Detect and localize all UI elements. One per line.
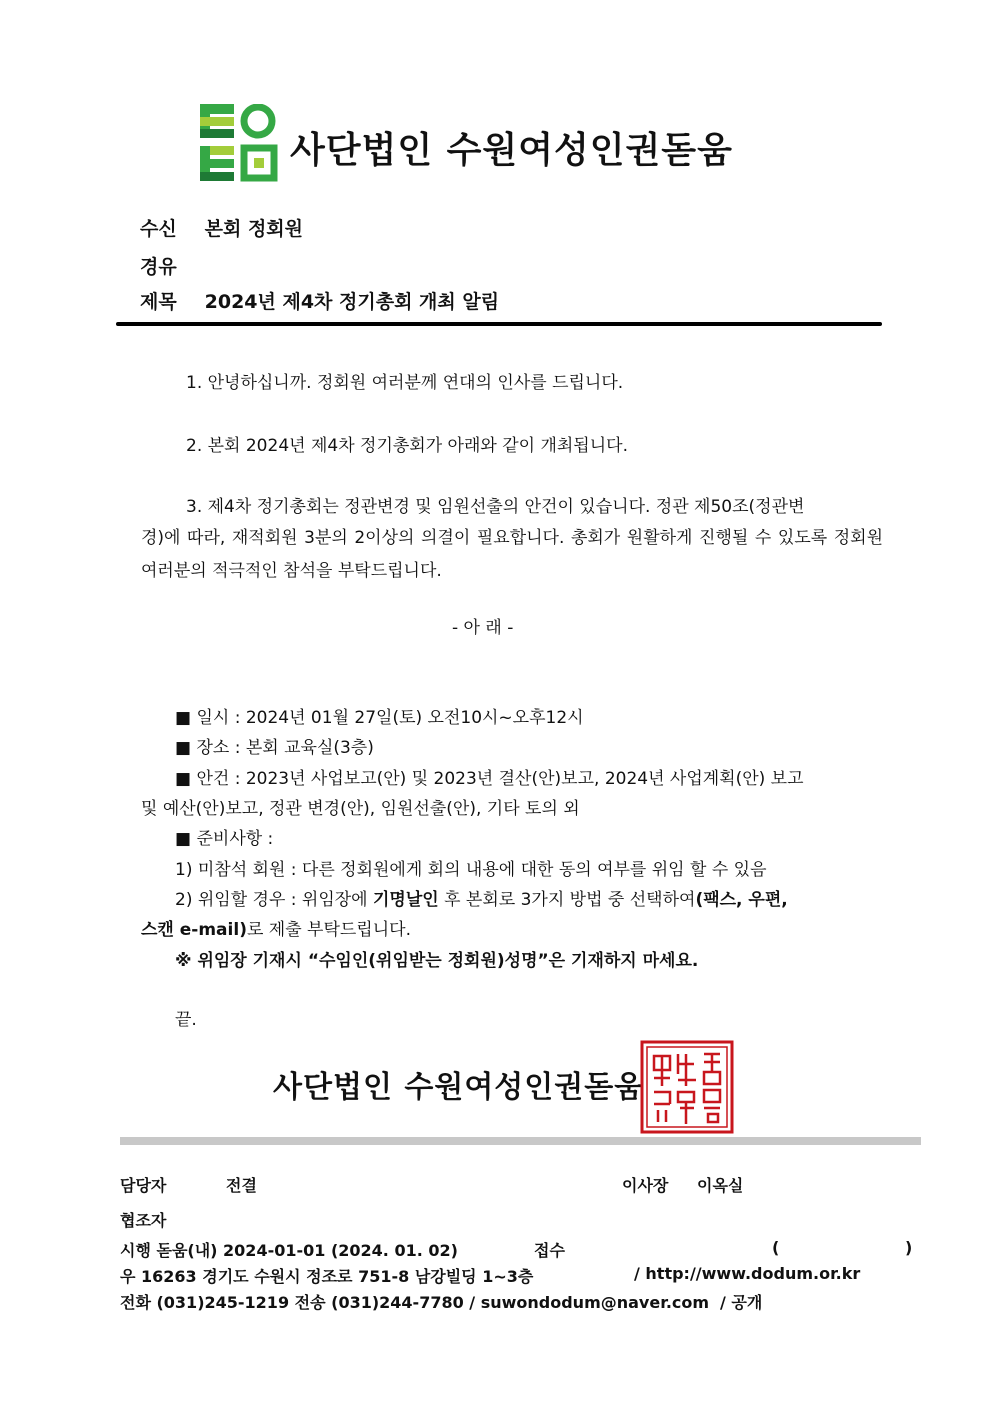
prep2-emphasis: 기명날인	[373, 890, 439, 910]
prep2-submit: 로 제출 부탁드립니다.	[246, 920, 411, 940]
org-title: 사단법인 수원여성인권돋움	[290, 130, 733, 171]
org-logo	[200, 104, 278, 184]
paragraph-1: 1. 안녕하십니까. 정회원 여러분께 연대의 인사를 드립니다.	[186, 373, 624, 393]
paragraph-3-first: 3. 제4차 정기총회는 정관변경 및 임원선출의 안건이 있습니다. 정관 제50조(정관변	[186, 497, 805, 517]
prep-item-2-continued	[141, 915, 411, 945]
website-link[interactable]: / http://www.dodum.or.kr	[634, 1264, 861, 1283]
chair-label: 이사장	[622, 1176, 669, 1195]
manager-value: 전결	[226, 1176, 257, 1195]
detail-place	[175, 733, 374, 763]
end-mark: 끝.	[175, 1010, 197, 1030]
address: 우 16263 경기도 수원시 정조로 751-8 남강빌딩 1~3층	[120, 1267, 534, 1286]
detail-datetime	[175, 703, 584, 733]
paragraph-2: 2. 본회 2024년 제4차 정기총회가 아래와 같이 개최됩니다.	[186, 436, 628, 456]
bullet-icon: ■	[175, 738, 192, 758]
paragraph-3-rest: 경)에 따라, 재적회원 3분의 2이상의 의결이 필요합니다. 총회가 원활하게 진행될 수 있도록 정회원 여러분의 적극적인 참석을 부탁드립니다.	[141, 528, 883, 581]
datetime-text: 일시 : 2024년 01월 27일(토) 오전10시~오후12시	[196, 708, 584, 728]
disclosure: / 공개	[720, 1293, 763, 1312]
footer-divider	[120, 1137, 921, 1145]
signature-name: 사단법인 수원여성인권돋움	[273, 1070, 645, 1105]
bullet-icon: ■	[175, 708, 192, 728]
bullet-icon: ■	[175, 769, 192, 789]
receipt-paren-open: (	[772, 1238, 780, 1257]
assist-label: 협조자	[120, 1211, 167, 1230]
prep-item-1: 1) 미참석 회원 : 다른 정회원에게 회의 내용에 대한 동의 여부를 위임 할 수 있음	[175, 860, 767, 880]
prep2-methods: (팩스, 우편,	[695, 890, 788, 910]
exec-info: 시행 돋움(내) 2024-01-01 (2024. 01. 02)	[120, 1241, 458, 1260]
receipt-paren-close: )	[905, 1238, 913, 1257]
contact-info: 전화 (031)245-1219 전송 (031)244-7780 / suwondodum@naver.com	[120, 1293, 710, 1312]
prep-text: 준비사항 :	[196, 829, 274, 849]
chair-value: 이옥실	[697, 1176, 744, 1195]
header-divider	[116, 322, 882, 326]
recipient-label: 수신	[140, 218, 177, 240]
detail-prep	[175, 824, 273, 854]
dodum-logo-icon	[200, 104, 278, 182]
recipient-row	[140, 214, 303, 241]
agenda-text: 안건 : 2023년 사업보고(안) 및 2023년 결산(안)보고, 2024년 사업계획(안) 보고	[196, 769, 804, 789]
bullet-icon: ■	[175, 829, 192, 849]
official-seal-icon	[640, 1040, 734, 1134]
via-row	[140, 252, 198, 279]
recipient-value: 본회 정회원	[204, 218, 304, 240]
subject-row	[140, 287, 499, 314]
detail-agenda	[175, 764, 883, 794]
agenda-continued: 및 예산(안)보고, 정관 변경(안), 임원선출(안), 기타 토의 외	[141, 799, 580, 819]
prep2-scan: 스캔 e-mail)	[141, 920, 247, 940]
via-label: 경유	[140, 256, 177, 278]
place-text: 장소 : 본회 교육실(3층)	[196, 738, 374, 758]
subject-label: 제목	[140, 291, 177, 313]
receipt-label: 접수	[534, 1241, 565, 1260]
manager-label: 담당자	[120, 1176, 167, 1195]
prep2-text-a: 2) 위임할 경우 : 위임장에	[175, 890, 373, 910]
note: ※ 위임장 기재시 “수임인(위임받는 정회원)성명”은 기재하지 마세요.	[175, 951, 699, 971]
subject-value: 2024년 제4차 정기총회 개최 알림	[204, 291, 500, 313]
prep2-text-c: 후 본회로 3가지 방법 중 선택하여	[438, 890, 696, 910]
prep-item-2	[175, 885, 788, 915]
below-heading: - 아 래 -	[452, 618, 514, 638]
